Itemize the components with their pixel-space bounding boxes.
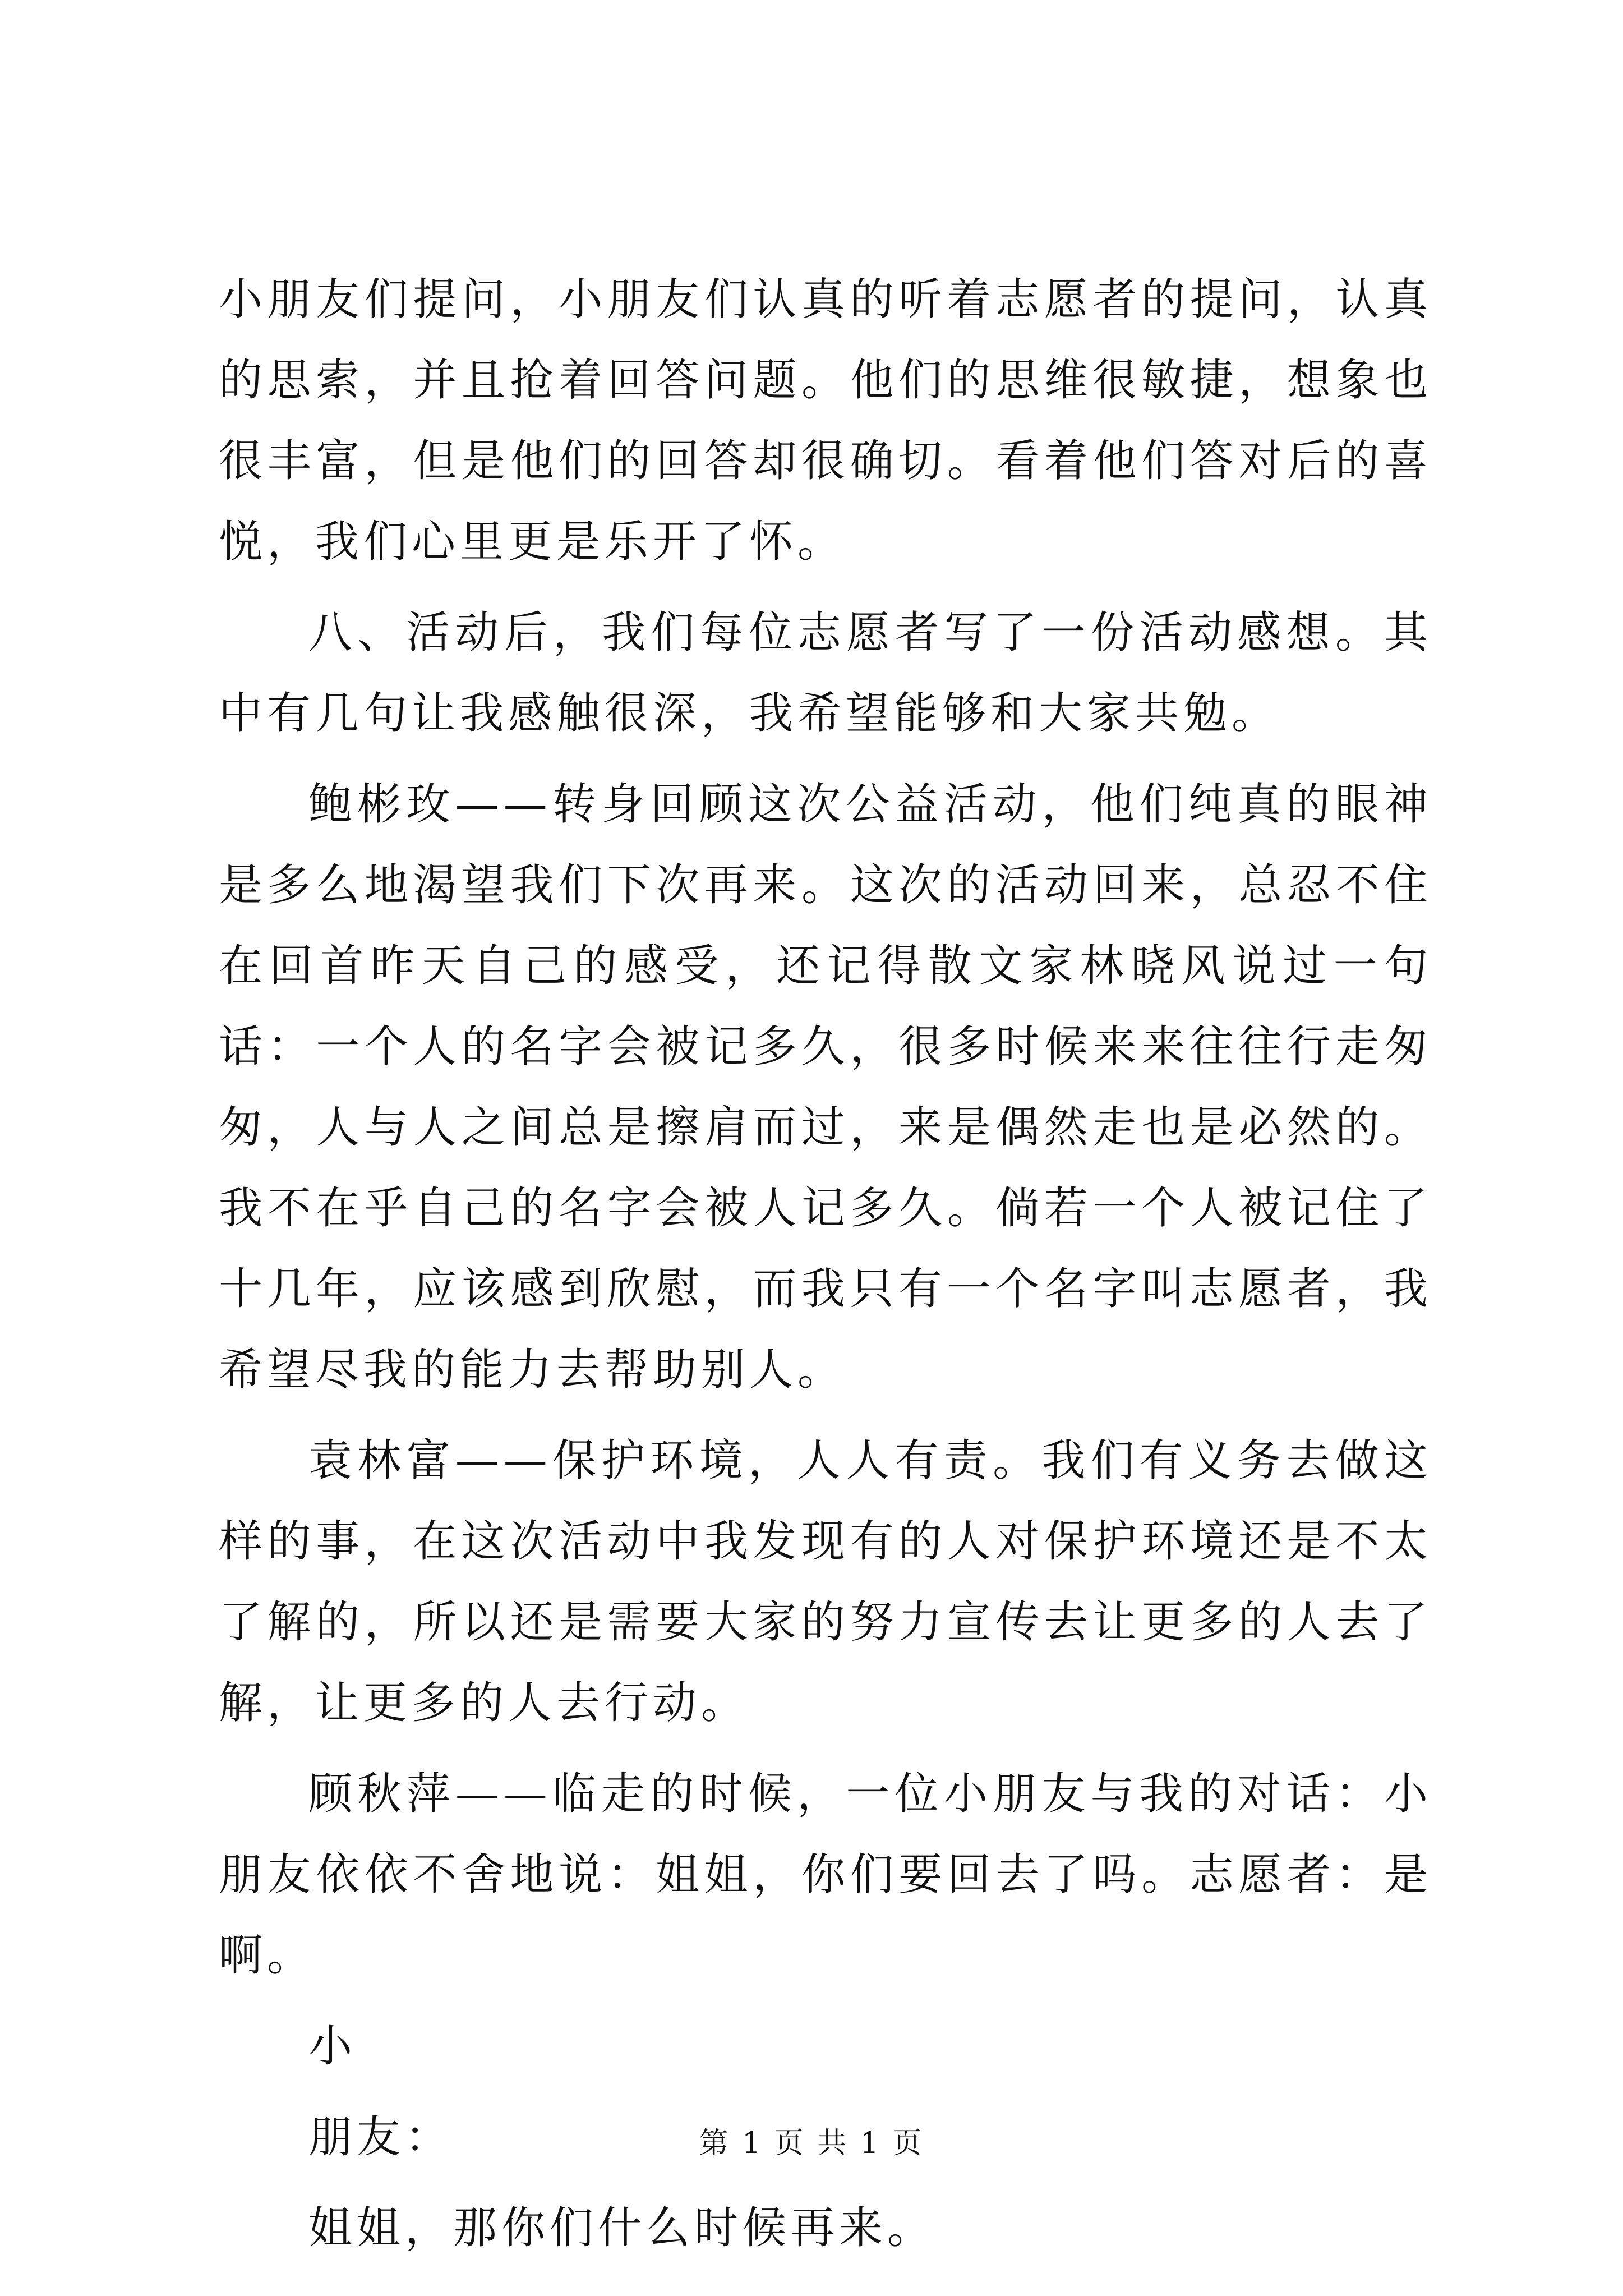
page-footer: 第 1 页 共 1 页	[699, 2127, 924, 2160]
paragraph-xiao: 小	[308, 2021, 357, 2072]
paragraph-jiejie: 姐姐，那你们什么时候再来。	[308, 2203, 936, 2253]
paragraph-continuation: 小朋友们提问，小朋友们认真的听着志愿者的提问，认真的思索，并且抢着回答问题。他们的思维很敏捷，想象也很丰富，但是他们的回答却很确切。看着他们答对后的喜悦，我们心里更是乐开了怀。	[219, 274, 1432, 567]
paragraph-bao-binmei: 鲍彬玫——转身回顾这次公益活动，他们纯真的眼神是多么地渴望我们下次再来。这次的活动回来，总忍不住在回首昨天自己的感受，还记得散文家林晓风说过一句话：一个人的名字会被记多久，很多时候来来往往行走匆匆，人与人之间总是擦肩而过，来是偶然走也是必然的。我不在乎自己的名字会被人记多久。倘若一个人被记住了十几年，应该感到欣慰，而我只有一个名字叫志愿者，我希望尽我的能力去帮助别人。	[219, 779, 1432, 1395]
paragraph-pengyou: 朋友：	[308, 2112, 454, 2162]
document-body	[219, 259, 1432, 2279]
paragraph-gu-qiuping: 顾秋萍——临走的时候，一位小朋友与我的对话：小朋友依依不舍地说：姐姐，你们要回去了吗。志愿者：是啊。	[219, 1769, 1432, 1981]
paragraph-yuan-linfu: 袁林富——保护环境，人人有责。我们有义务去做这样的事，在这次活动中我发现有的人对保护环境还是不太了解的，所以还是需要大家的努力宣传去让更多的人去了解，让更多的人去行动。	[219, 1435, 1432, 1728]
paragraph-section-eight: 八、活动后，我们每位志愿者写了一份活动感想。其中有几句让我感触很深，我希望能够和大家共勉。	[219, 608, 1432, 739]
